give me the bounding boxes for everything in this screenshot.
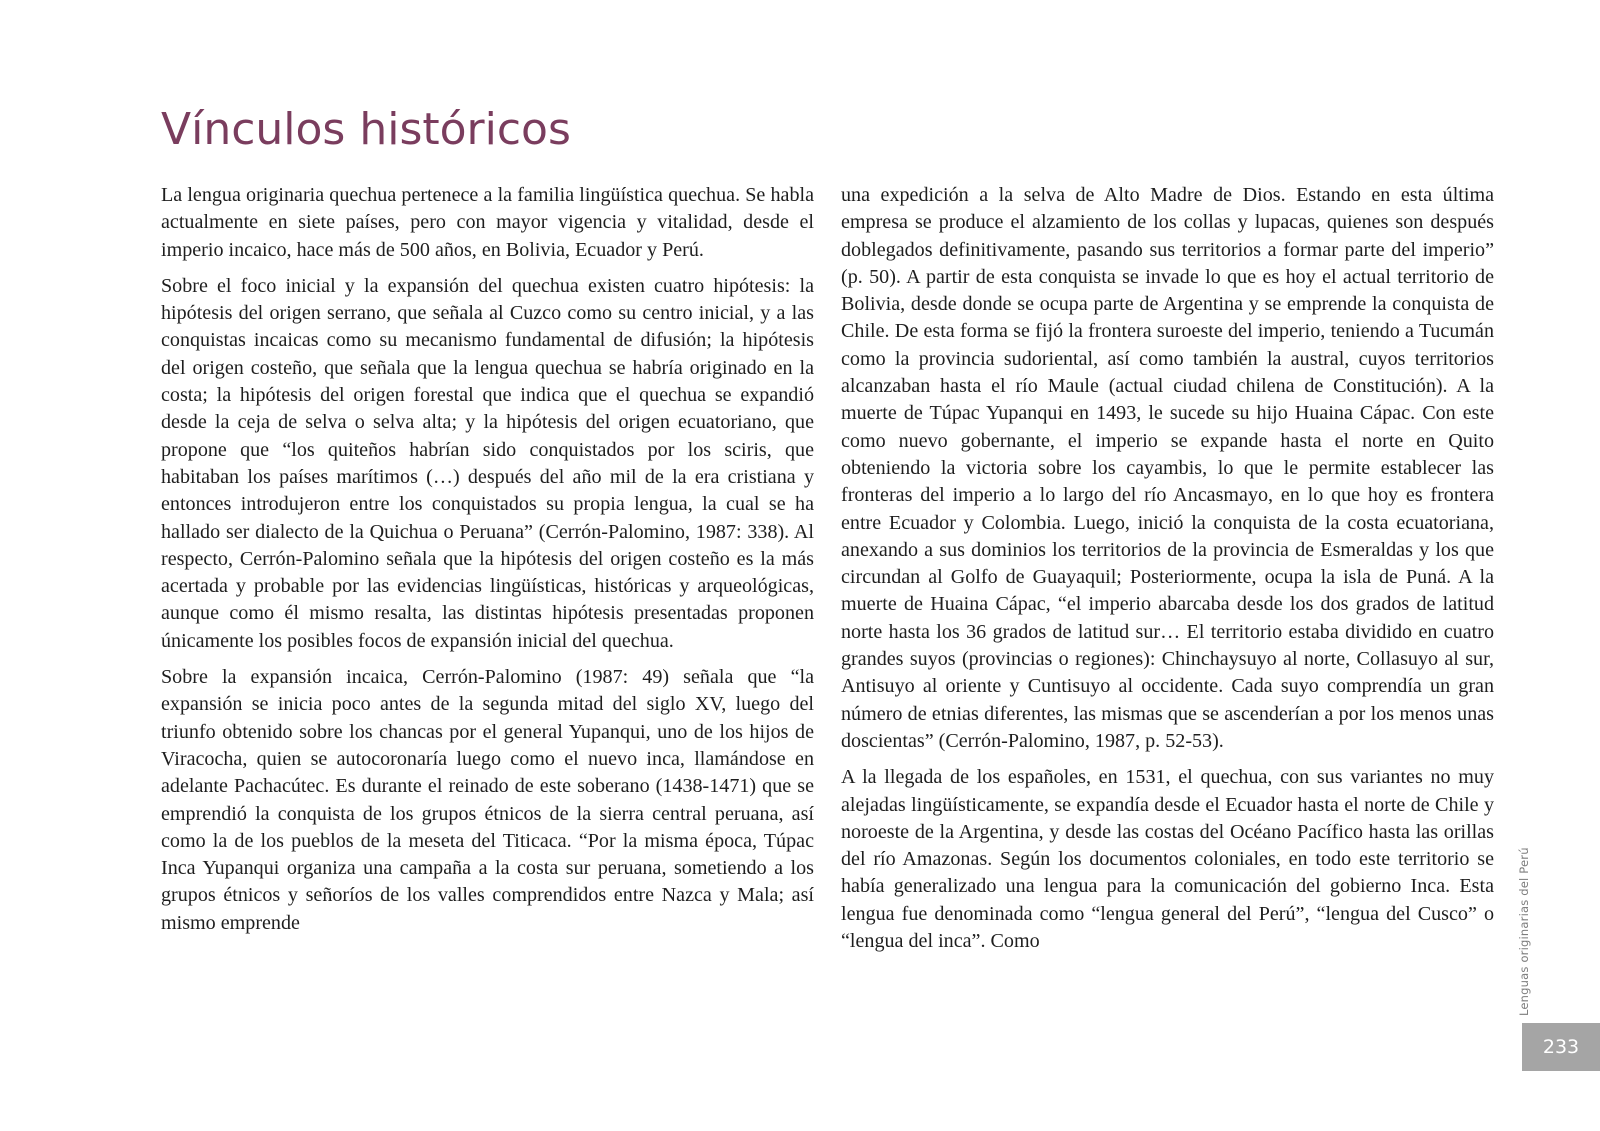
running-section-label: Lenguas originarias del Perú [1517, 847, 1531, 1016]
paragraph: La lengua originaria quechua pertenece a la familia lingüística quechua. Se habla actualmente en siete países, pero con mayor vigencia y vitalidad, desde el imperio incaico, hace más de 500 años, en Bolivia, Ecuador y Perú. [161, 184, 814, 261]
right-column [841, 182, 1494, 964]
paragraph: Sobre el foco inicial y la expansión del quechua existen cuatro hipótesis: la hipótesis del origen serrano, que señala al Cuzco como su centro inicial, y a las conquistas incaicas como su mecanismo fundamental de difusión; la hipótesis del origen costeño, que señala que la lengua quechua se habría originado en la costa; la hipótesis del origen forestal que indica que el quechua se expandió desde la ceja de selva o selva alta; y la hipótesis del origen ecuatoriano, que propone que “los quiteños habrían sido conquistados por los sciris, que habitaban los países marítimos (…) después del año mil de la era cristiana y entonces introdujeron entre los conquistados su propia lengua, la cual se ha hallado ser dialecto de la Quichua o Peruana” (Cerrón-Palomino, 1987: 338). Al respecto, Cerrón-Palomino señala que la hipótesis del origen costeño es la más acertada y probable por las evidencias lingüísticas, históricas y arqueológicas, aunque como él mismo resalta, las distintas hipótesis presentadas proponen únicamente los posibles focos de expansión inicial del quechua. [161, 274, 814, 652]
page-title: Vínculos históricos [161, 104, 571, 155]
page-number-box [1522, 1023, 1600, 1071]
paragraph: A la llegada de los españoles, en 1531, el quechua, con sus variantes no muy alejadas lingüísticamente, se expandía desde el Ecuador hasta el norte de Chile y noroeste de la Argentina, y desde las costas del Océano Pacífico hasta las orillas del río Amazonas. Según los documentos coloniales, en todo este territorio se había generalizado una lengua para la comunicación del gobierno Inca. Esta lengua fue denominada como “lengua general del Perú”, “lengua del Cusco” o “lengua del inca”. Como [841, 766, 1494, 953]
paragraph: Sobre la expansión incaica, Cerrón-Palomino (1987: 49) señala que “la expansión se inicia poco antes de la segunda mitad del siglo XV, luego del triunfo obtenido sobre los chancas por el general Yupanqui, uno de los hijos de Viracocha, quien se autocoronaría luego como el nuevo inca, llamándose en adelante Pachacútec. Es durante el reinado de este soberano (1438-1471) que se emprendió la conquista de los grupos étnicos de la sierra central peruana, así como la de los pueblos de la meseta del Titicaca. “Por la misma época, Túpac Inca Yupanqui organiza una campaña a la costa sur peruana, sometiendo a los grupos étnicos y señoríos de los valles comprendidos entre Nazca y Mala; así mismo emprende [161, 666, 814, 934]
paragraph: una expedición a la selva de Alto Madre de Dios. Estando en esta última empresa se produce el alzamiento de los collas y lupacas, quienes son después doblegados definitivamente, pasando sus territorios a formar parte del imperio” (p. 50). A partir de esta conquista se invade lo que es hoy el actual territorio de Bolivia, desde donde se ocupa parte de Argentina y se emprende la conquista de Chile. De esta forma se fijó la frontera suroeste del imperio, teniendo a Tucumán como la provincia sudoriental, así como también la austral, cuyos territorios alcanzaban hasta el río Maule (actual ciudad chilena de Constitución). A la muerte de Túpac Yupanqui en 1493, le sucede su hijo Huaina Cápac. Con este como nuevo gobernante, el imperio se expande hasta el norte en Quito obteniendo la victoria sobre los cayambis, lo que le permite establecer las fronteras del imperio a lo largo del río Ancasmayo, en lo que hoy es frontera entre Ecuador y Colombia. Luego, inició la conquista de la costa ecuatoriana, anexando a sus dominios los territorios de la provincia de Esmeraldas y los que circundan al Golfo de Guayaquil; Posteriormente, ocupa la isla de Puná. A la muerte de Huaina Cápac, “el imperio abarcaba desde los dos grados de latitud norte hasta los 36 grados de latitud sur… El territorio estaba dividido en cuatro grandes suyos (provincias o regiones): Chinchaysuyo al norte, Collasuyo al sur, Antisuyo al oriente y Cuntisuyo al occidente. Cada suyo comprendía un gran número de etnias diferentes, las mismas que se ascenderían a por los menos unas doscientas” (Cerrón-Palomino, 1987, p. 52-53). [841, 184, 1494, 752]
left-column [161, 182, 814, 946]
page-number: 233 [1542, 1036, 1580, 1058]
